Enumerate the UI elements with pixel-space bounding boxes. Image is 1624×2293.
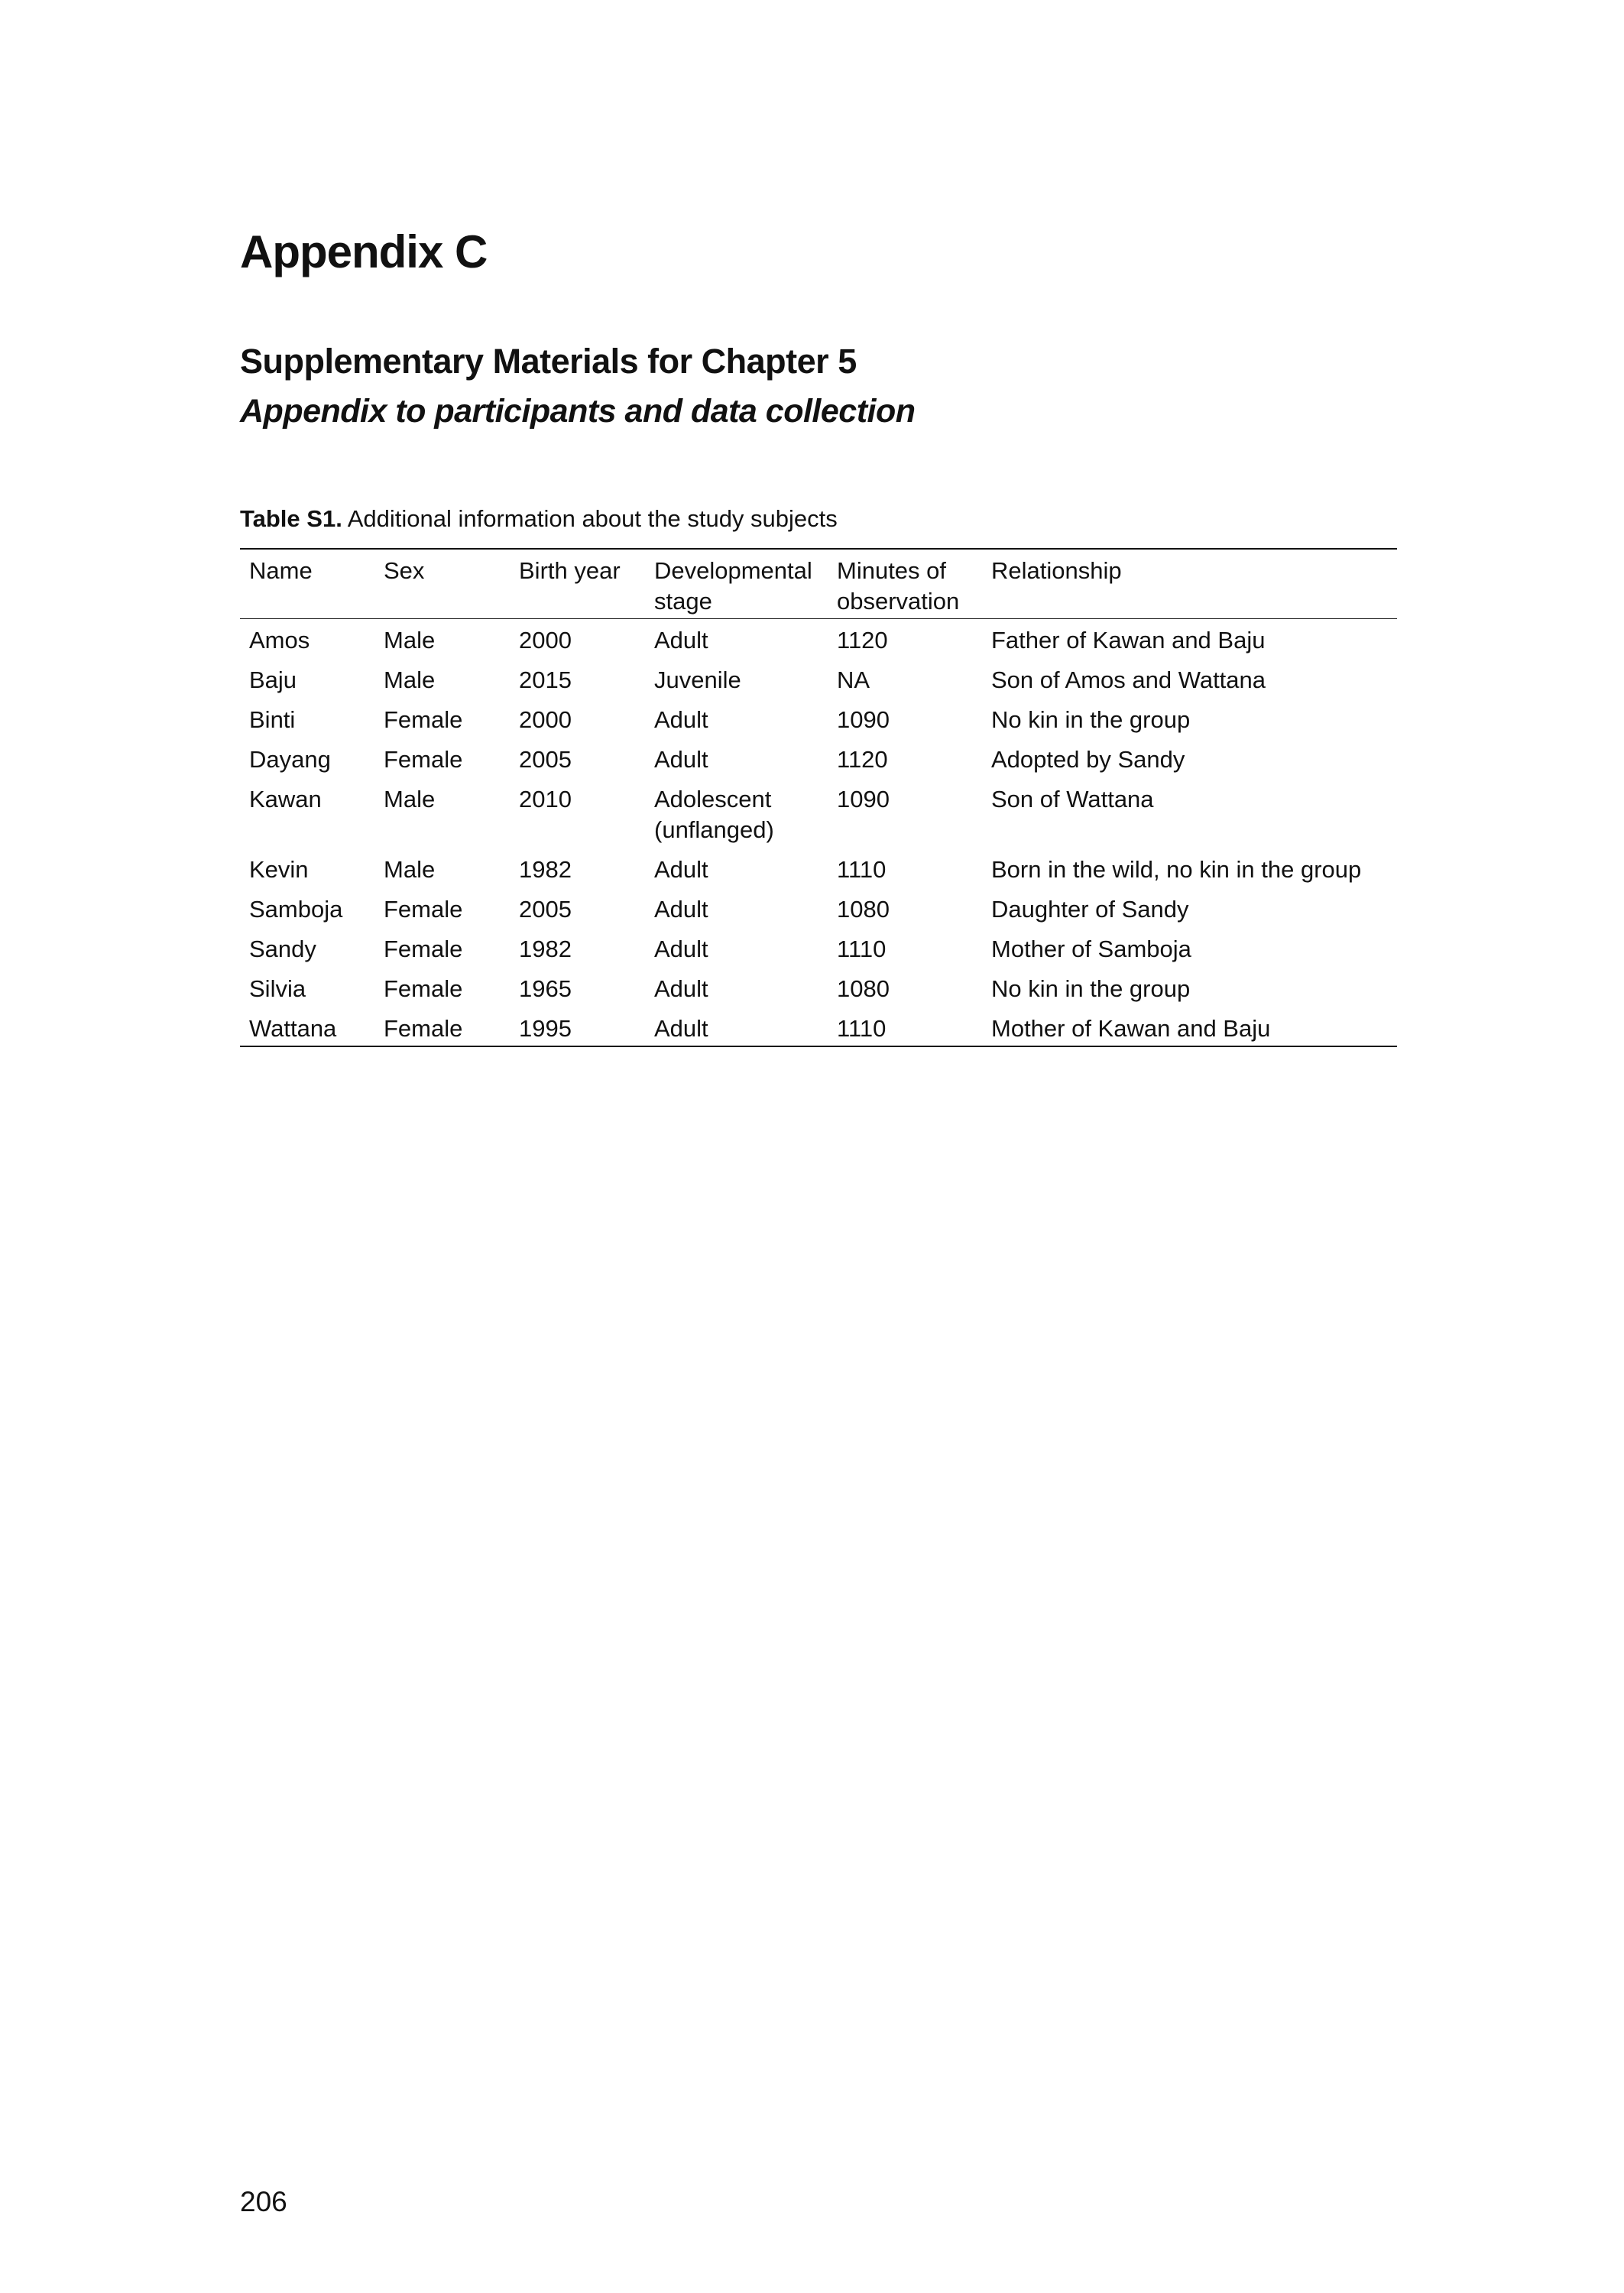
cell-birth-year: 2000 bbox=[519, 627, 572, 654]
table-row bbox=[240, 929, 1397, 969]
cell-sex: Male bbox=[384, 627, 436, 654]
header-stage-line1: Developmental bbox=[654, 557, 812, 584]
cell-minutes: NA bbox=[837, 666, 870, 693]
cell-relationship: Mother of Samboja bbox=[991, 936, 1191, 962]
table-row bbox=[240, 850, 1397, 890]
cell-name: Sandy bbox=[249, 936, 316, 962]
table-row bbox=[240, 1009, 1397, 1046]
cell-stage: Adult bbox=[654, 936, 708, 962]
header-name: Name bbox=[249, 557, 313, 584]
table-row bbox=[240, 969, 1397, 1009]
cell-sex: Female bbox=[384, 746, 463, 773]
cell-birth-year: 2005 bbox=[519, 746, 572, 773]
cell-stage: Adult bbox=[654, 706, 708, 733]
cell-name: Baju bbox=[249, 666, 297, 693]
table-header-row bbox=[240, 549, 1397, 619]
cell-name: Wattana bbox=[249, 1015, 337, 1042]
cell-relationship: Mother of Kawan and Baju bbox=[991, 1015, 1271, 1042]
cell-birth-year: 2010 bbox=[519, 786, 572, 812]
cell-birth-year: 1995 bbox=[519, 1015, 572, 1042]
cell-relationship: Father of Kawan and Baju bbox=[991, 627, 1266, 654]
cell-name: Kawan bbox=[249, 786, 322, 812]
section-subtitle: Appendix to participants and data collection bbox=[240, 393, 916, 430]
cell-birth-year: 2015 bbox=[519, 666, 572, 693]
cell-sex: Male bbox=[384, 856, 436, 883]
cell-sex: Female bbox=[384, 975, 463, 1002]
table-row bbox=[240, 890, 1397, 929]
cell-stage: Adult bbox=[654, 856, 708, 883]
cell-minutes: 1090 bbox=[837, 706, 890, 733]
cell-sex: Female bbox=[384, 706, 463, 733]
cell-name: Kevin bbox=[249, 856, 309, 883]
cell-birth-year: 2005 bbox=[519, 896, 572, 923]
page-number: 206 bbox=[240, 2186, 287, 2217]
cell-name: Amos bbox=[249, 627, 310, 654]
cell-relationship: No kin in the group bbox=[991, 706, 1191, 733]
cell-birth-year: 1982 bbox=[519, 856, 572, 883]
cell-relationship: Born in the wild, no kin in the group bbox=[991, 856, 1362, 883]
cell-sex: Male bbox=[384, 666, 436, 693]
subjects-table bbox=[240, 548, 1397, 1047]
cell-stage bbox=[645, 780, 828, 850]
cell-minutes: 1080 bbox=[837, 975, 890, 1002]
cell-name: Silvia bbox=[249, 975, 306, 1002]
cell-relationship: No kin in the group bbox=[991, 975, 1191, 1002]
cell-relationship: Son of Wattana bbox=[991, 786, 1154, 812]
cell-minutes: 1120 bbox=[837, 627, 888, 654]
table-row bbox=[240, 660, 1397, 700]
cell-minutes: 1110 bbox=[837, 936, 887, 962]
header-minutes-line1: Minutes of bbox=[837, 557, 947, 584]
cell-name: Binti bbox=[249, 706, 296, 733]
header-birth-year: Birth year bbox=[519, 557, 621, 584]
table-row bbox=[240, 619, 1397, 661]
cell-stage: Adult bbox=[654, 627, 708, 654]
cell-name: Samboja bbox=[249, 896, 343, 923]
table-row bbox=[240, 780, 1397, 850]
table-caption-text: Additional information about the study subjects bbox=[342, 505, 838, 532]
cell-stage: Adult bbox=[654, 896, 708, 923]
header-minutes-of-observation bbox=[828, 549, 982, 619]
header-relationship: Relationship bbox=[991, 557, 1122, 584]
cell-minutes: 1120 bbox=[837, 746, 888, 773]
cell-sex: Male bbox=[384, 786, 436, 812]
appendix-title: Appendix C bbox=[240, 226, 488, 277]
cell-minutes: 1110 bbox=[837, 856, 887, 883]
cell-minutes: 1090 bbox=[837, 786, 890, 812]
cell-relationship: Son of Amos and Wattana bbox=[991, 666, 1266, 693]
cell-stage: Juvenile bbox=[654, 666, 741, 693]
header-minutes-line2: observation bbox=[837, 588, 960, 615]
cell-stage-main: Adolescent bbox=[654, 786, 772, 812]
cell-stage: Adult bbox=[654, 746, 708, 773]
cell-stage: Adult bbox=[654, 1015, 708, 1042]
cell-stage: Adult bbox=[654, 975, 708, 1002]
table-caption bbox=[240, 504, 838, 533]
cell-birth-year: 1982 bbox=[519, 936, 572, 962]
table-caption-label: Table S1. bbox=[240, 505, 342, 532]
section-title: Supplementary Materials for Chapter 5 bbox=[240, 342, 857, 381]
header-stage-line2: stage bbox=[654, 588, 712, 615]
cell-relationship: Daughter of Sandy bbox=[991, 896, 1189, 923]
cell-relationship: Adopted by Sandy bbox=[991, 746, 1185, 773]
header-developmental-stage bbox=[645, 549, 828, 619]
cell-sex: Female bbox=[384, 1015, 463, 1042]
table-row bbox=[240, 700, 1397, 740]
cell-sex: Female bbox=[384, 896, 463, 923]
cell-stage-note: (unflanged) bbox=[654, 816, 774, 843]
cell-sex: Female bbox=[384, 936, 463, 962]
header-sex: Sex bbox=[384, 557, 425, 584]
cell-name: Dayang bbox=[249, 746, 331, 773]
cell-minutes: 1080 bbox=[837, 896, 890, 923]
cell-birth-year: 2000 bbox=[519, 706, 572, 733]
cell-minutes: 1110 bbox=[837, 1015, 887, 1042]
cell-birth-year: 1965 bbox=[519, 975, 572, 1002]
table-row bbox=[240, 740, 1397, 780]
